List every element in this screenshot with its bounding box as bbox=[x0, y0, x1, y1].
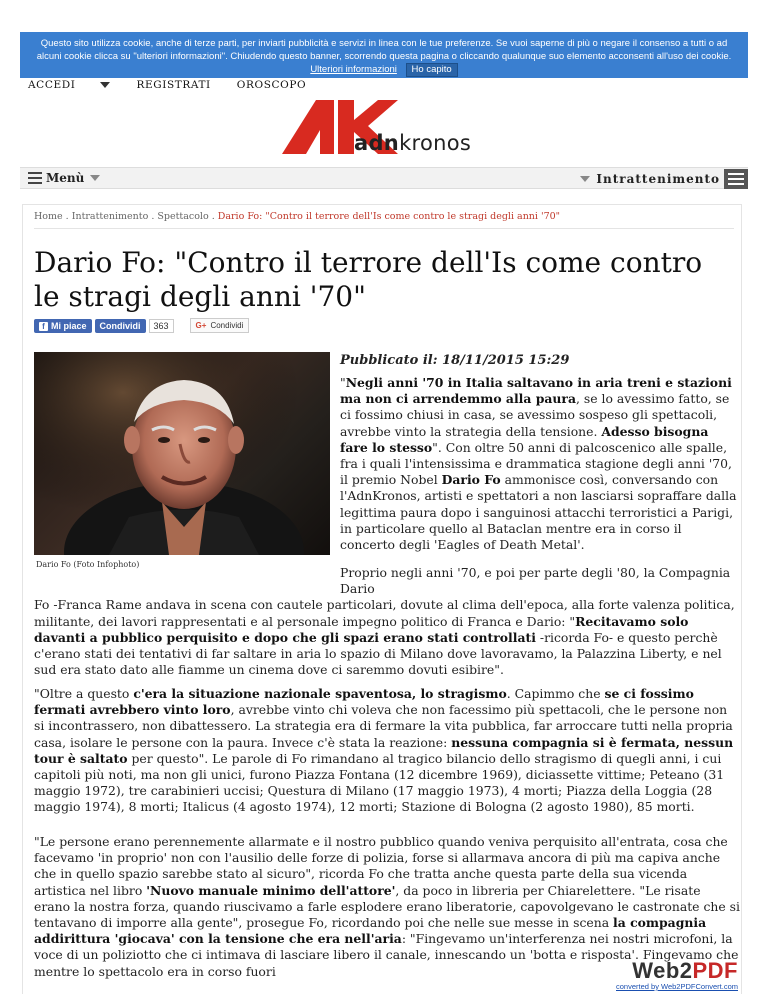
web2pdf-watermark[interactable] bbox=[616, 958, 738, 991]
google-plus-icon: G+ bbox=[195, 321, 207, 330]
watermark-brand bbox=[616, 958, 738, 984]
facebook-like-button[interactable] bbox=[34, 319, 92, 333]
body-text: , da poco in libreria per Chiarelettere. "Le risate erano la nostra forza, quando riuscivamo a farle esplodere erano liberatorie, capovolgevano le castronate che si tentavano di imporre alla gente", prosegue Fo, ricordando poi che nelle sue messe in scena bbox=[34, 882, 740, 931]
top-links bbox=[28, 79, 328, 91]
share-count: 363 bbox=[149, 319, 174, 333]
section-menu-toggle[interactable] bbox=[574, 169, 748, 189]
share-bar bbox=[34, 318, 249, 333]
chevron-down-icon bbox=[90, 175, 100, 181]
body-text: . Capimmo che bbox=[506, 686, 605, 701]
cookie-accept-button[interactable]: Ho capito bbox=[406, 63, 458, 77]
watermark-credit-link[interactable]: converted by Web2PDFConvert.com bbox=[616, 982, 738, 991]
chevron-down-icon bbox=[580, 176, 590, 182]
article-paragraph-1 bbox=[340, 375, 740, 553]
body-text: -ricorda Fo- e questo perchè c'erano stati dei tentativi di far saltare in aria lo spazio di Milano dove lavoravamo, la Palazzina Liberty, e nel sud era stato dato alle fiamme un cinema dove ci saremmo dovuti esibire". bbox=[34, 629, 722, 678]
breadcrumb-current: Dario Fo: "Contro il terrore dell'Is come contro le stragi degli anni '70" bbox=[217, 211, 561, 222]
emphasis-text: Recitavamo solo davanti a pubblico perquisito e dopo che gli spazi erano stati controllati bbox=[34, 613, 689, 645]
breadcrumb bbox=[34, 211, 560, 222]
cookie-banner bbox=[20, 32, 748, 78]
body-text: ammonisce così, conversando con l'AdnKronos, artisti e spettatori a non lasciarsi sopraffare dalla legittima paura dopo i sanguinosi attacchi terroristici a Parigi, in particolare quello al Bataclan mentre era in corso il concerto degli 'Eagles of Death Metal'. bbox=[340, 472, 737, 553]
paragraph-2-body bbox=[34, 597, 735, 677]
menu-bar bbox=[20, 167, 748, 189]
emphasis-text: la compagnia addirittura 'giocava' con la tensione che era nell'aria bbox=[34, 915, 707, 947]
watermark-brand-main: Web2 bbox=[632, 958, 693, 983]
photo-caption: Dario Fo (Foto Infophoto) bbox=[36, 560, 140, 569]
article-paragraph-2 bbox=[34, 565, 740, 678]
portrait-illustration bbox=[34, 352, 330, 555]
section-label: Intrattenimento bbox=[596, 172, 720, 186]
horoscope-link[interactable]: OROSCOPO bbox=[236, 79, 307, 91]
emphasis-text: 'Nuovo manuale minimo dell'attore' bbox=[146, 882, 396, 898]
like-label: Mi piace bbox=[51, 320, 87, 331]
cookie-text: Questo sito utilizza cookie, anche di terze parti, per inviarti pubblicità e servizi in linea con le tue preferenze. Se vuoi saperne di più o negare il consenso a tutti o ad alcuni cookie clicca su "ulteriori informazioni". Chiudendo questo banner, scorrendo questa pagina o cliccando qualunque suo elemento acconsenti all'uso dei cookie. bbox=[36, 38, 732, 62]
article-title: Dario Fo: "Contro il terrore dell'Is come contro le stragi degli anni '70" bbox=[34, 246, 703, 313]
body-text: ". Con oltre 50 anni di palcoscenico alle spalle, fra i quali l'intensissima e drammatica stagione degli anni '70, il premio Nobel bbox=[340, 439, 732, 488]
watermark-brand-suffix: PDF bbox=[692, 958, 738, 983]
paragraph-2-first-line: Proprio negli anni '70, e poi per parte degli '80, la Compagnia Dario bbox=[340, 565, 731, 597]
chevron-down-icon bbox=[100, 82, 110, 88]
published-date: Pubblicato il: 18/11/2015 15:29 bbox=[340, 353, 570, 368]
gplus-label: Condividi bbox=[210, 321, 244, 330]
hamburger-icon bbox=[724, 169, 748, 189]
breadcrumb-home[interactable]: Home bbox=[34, 211, 63, 222]
hamburger-icon bbox=[24, 169, 46, 187]
article-photo bbox=[34, 352, 330, 555]
body-text: "Oltre a questo bbox=[34, 686, 134, 701]
gplus-share-button[interactable] bbox=[190, 318, 250, 333]
divider bbox=[34, 228, 734, 229]
emphasis-text: se ci fossimo fermati avrebbero vinto loro bbox=[34, 686, 694, 718]
body-text: , avrebbe vinto chi voleva che non facessimo più spettacoli, che le persone non si incontrassero, non dibattessero. La strategia era di fermare la vita pubblica, far arroccare tutti nella propria casa, isolare le persone con la paura. Invece c'è stata la reazione: bbox=[34, 702, 733, 750]
body-text: per questo". Le parole di Fo rimandano al tragico bilancio dello stragismo di quegli anni, i cui capitoli più noti, ma non gli unici, furono Piazza Fontana (12 dicembre 1969), diciassette vittime; Peteano (31 maggio 1972), tre carabinieri uccisi; Questura di Milano (17 maggio 1973), 4 morti; Piazza della Loggia (28 maggio 1974), 8 morti; Italicus (4 agosto 1974), 12 morti; Stazione di Bologna (2 agosto 1980), 85 morti. bbox=[34, 750, 725, 815]
breadcrumb-separator: . bbox=[62, 211, 72, 222]
body-text: "Le persone erano perennemente allarmate e il nostro pubblico quando veniva perquisito all'entrata, cosa che facevamo 'in proprio' non con l'ausilio delle forze di polizia, forse si allarmava ancora di più ma capiva anche che in quello spazio sarebbe stato al sicuro", ricorda Fo che tratta anche questa parte della sua vicenda artistica nel libro bbox=[34, 834, 728, 898]
body-text: " bbox=[340, 375, 346, 390]
login-link[interactable] bbox=[28, 79, 110, 91]
cookie-more-link[interactable]: Ulteriori informazioni bbox=[310, 64, 397, 75]
body-text: , se lo avessimo fatto, se ci fossimo chiusi in casa, se avessimo sospeso gli spettacoli, avrebbe vinto la strategia della tensione. bbox=[340, 391, 730, 439]
facebook-icon: f bbox=[39, 322, 48, 331]
emphasis-text: c'era la situazione nazionale spaventosa, lo stragismo bbox=[133, 686, 507, 701]
menu-toggle[interactable] bbox=[24, 169, 106, 187]
emphasis-text: Negli anni '70 in Italia saltavano in aria treni e stazioni ma non ci arrendemmo alla paura bbox=[340, 375, 732, 407]
breadcrumb-separator: . bbox=[148, 211, 158, 222]
logo-wordmark bbox=[354, 131, 471, 155]
register-link[interactable]: REGISTRATI bbox=[136, 79, 211, 91]
body-text: Fo -Franca Rame andava in scena con cautele particolari, dovute al clima dell'epoca, alla forte valenza politica, militante, dei lavori rappresentati e al personale impegno politico di Franca e Dario: " bbox=[34, 597, 735, 629]
emphasis-text: Dario Fo bbox=[441, 472, 501, 488]
body-text: : "Fingevamo un'interferenza nei nostri microfoni, la voce di un poliziotto che ci intimava di lasciare libero il canale, innescando un 'botta e risposta'. Fingevamo che mentre lo spettacolo era in corso fuori bbox=[34, 931, 739, 979]
logo-brand-bold: adn bbox=[354, 131, 400, 155]
facebook-share-button[interactable]: Condividi bbox=[95, 319, 146, 333]
emphasis-text: nessuna compagnia si è fermata, nessun tour è saltato bbox=[34, 734, 734, 766]
menu-label: Menù bbox=[46, 171, 85, 185]
emphasis-text: Adesso bisogna fare lo stesso bbox=[340, 423, 709, 455]
breadcrumb-section[interactable]: Intrattenimento bbox=[71, 211, 149, 222]
logo-brand-rest: kronos bbox=[399, 131, 472, 155]
article-paragraph-3 bbox=[34, 686, 740, 816]
breadcrumb-separator: . bbox=[208, 211, 218, 222]
breadcrumb-subsection[interactable]: Spettacolo bbox=[157, 211, 209, 222]
login-label: ACCEDI bbox=[28, 79, 76, 91]
